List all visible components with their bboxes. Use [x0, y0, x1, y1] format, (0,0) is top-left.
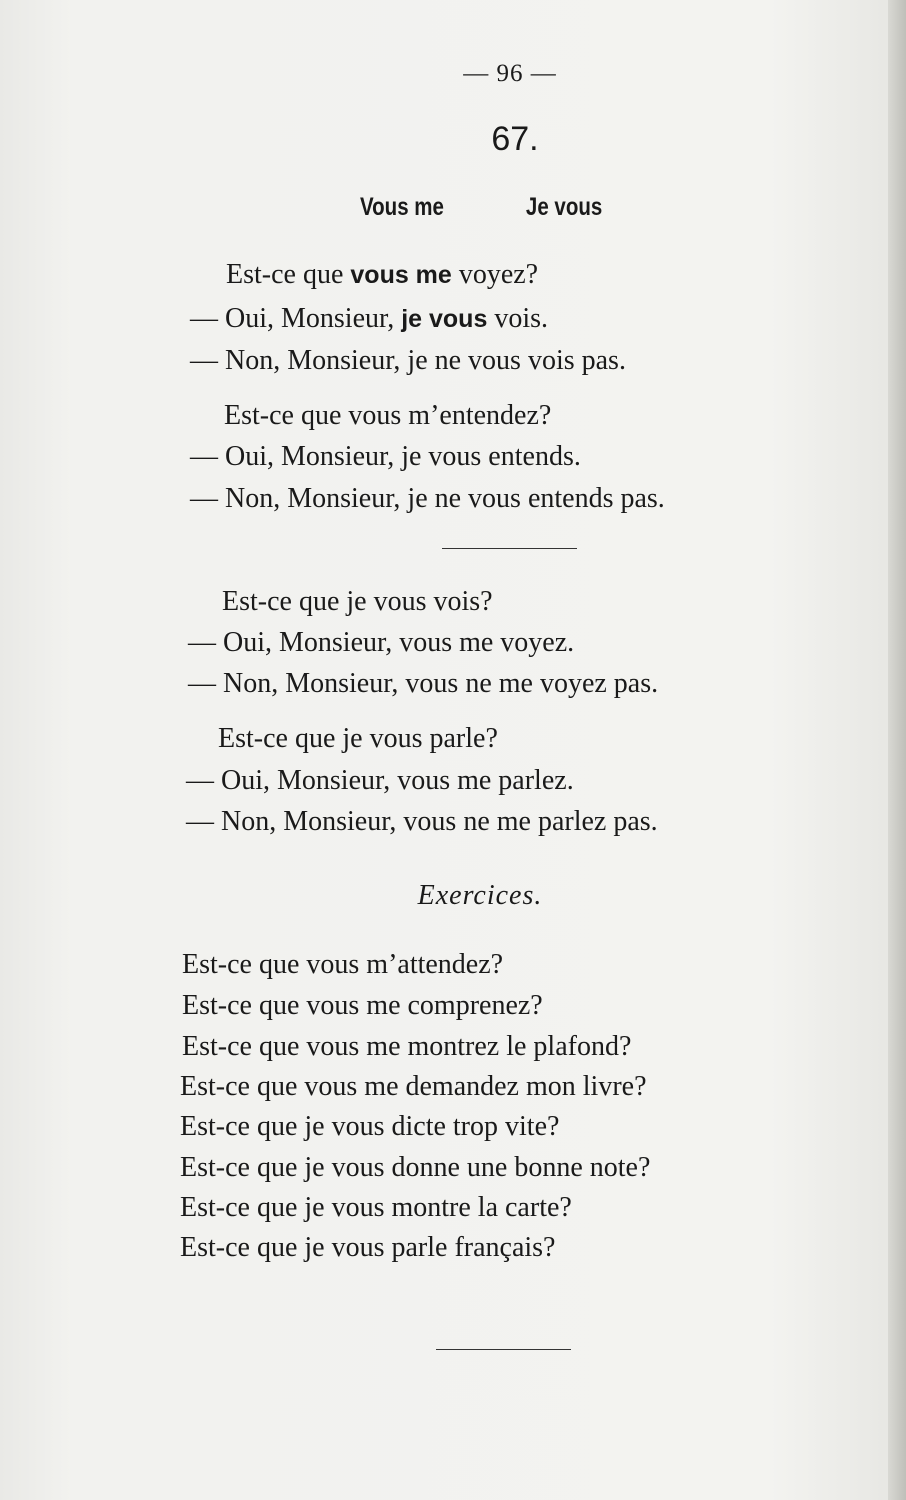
- dialogue-3-no: — Non, Monsieur, vous ne me voyez pas.: [188, 668, 659, 699]
- dialogue-1-yes: — Oui, Monsieur, je vous vois.: [190, 303, 549, 334]
- page-edge: [888, 0, 906, 1500]
- exercise-item: Est-ce que vous me montrez le plafond?: [182, 1031, 632, 1062]
- page-number: — 96 —: [463, 60, 557, 87]
- heading-vous-me: Vous me: [360, 193, 444, 221]
- dialogue-4-question: Est-ce que je vous parle?: [218, 723, 498, 754]
- dialogue-2-yes: — Oui, Monsieur, je vous entends.: [190, 441, 581, 472]
- exercise-item: Est-ce que je vous donne une bonne note?: [180, 1152, 651, 1183]
- dialogue-2-no: — Non, Monsieur, je ne vous entends pas.: [190, 483, 665, 514]
- exercises-title: Exercices.: [417, 880, 543, 911]
- section-divider: [442, 548, 577, 549]
- exercise-item: Est-ce que vous me demandez mon livre?: [180, 1071, 647, 1102]
- exercise-item: Est-ce que vous m’attendez?: [182, 949, 504, 980]
- lesson-heading: [360, 193, 602, 222]
- dialogue-1-no: — Non, Monsieur, je ne vous vois pas.: [190, 345, 626, 376]
- heading-je-vous: Je vous: [525, 193, 603, 221]
- exercise-item: Est-ce que je vous montre la carte?: [180, 1192, 572, 1223]
- dialogue-4-no: — Non, Monsieur, vous ne me parlez pas.: [186, 806, 658, 837]
- exercise-item: Est-ce que je vous dicte trop vite?: [180, 1111, 560, 1142]
- exercise-item: Est-ce que je vous parle français?: [180, 1232, 556, 1263]
- dialogue-1-question: Est-ce que vous me voyez?: [226, 259, 539, 290]
- dialogue-3-question: Est-ce que je vous vois?: [222, 586, 493, 617]
- dialogue-3-yes: — Oui, Monsieur, vous me voyez.: [188, 627, 575, 658]
- dialogue-4-yes: — Oui, Monsieur, vous me parlez.: [186, 765, 574, 796]
- dialogue-2-question: Est-ce que vous m’entendez?: [224, 400, 552, 431]
- end-divider: [436, 1349, 571, 1350]
- exercise-item: Est-ce que vous me comprenez?: [182, 990, 543, 1021]
- lesson-number: 67.: [491, 120, 539, 158]
